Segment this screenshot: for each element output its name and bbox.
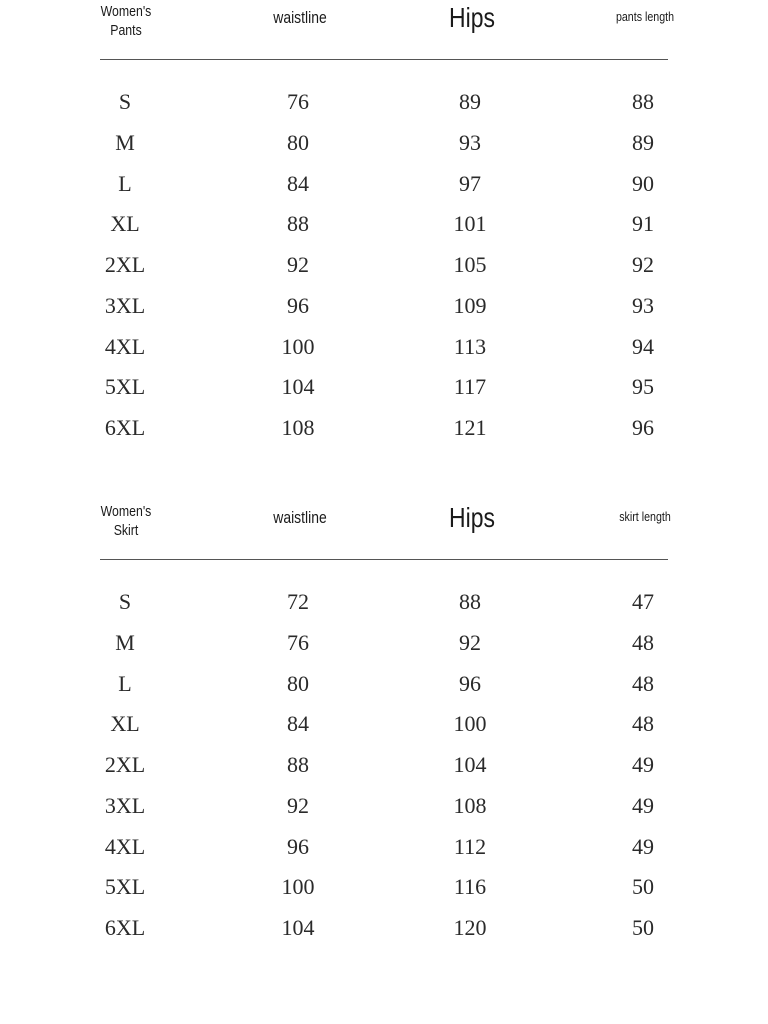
waistline-cell: 88 [287,752,309,777]
pants-table-body [0,84,768,451]
length-cell: 48 [632,670,654,696]
length-cell: 96 [632,415,654,440]
waistline-cell: 100 [281,874,315,900]
hips-cell: 112 [453,833,487,859]
pants-size-chart [0,0,768,470]
size-cell: M [115,629,135,655]
table-row [0,166,768,207]
size-cell: L [118,670,132,696]
length-cell: 89 [632,129,654,155]
length-cell: 47 [632,589,654,614]
waistline-cell: 76 [287,629,309,655]
length-cell: 48 [632,711,654,737]
waistline-cell: 80 [287,129,309,155]
waistline-cell: 92 [287,252,309,277]
size-cell: XL [110,211,140,237]
length-cell: 50 [632,915,654,940]
hips-cell: 109 [453,292,487,318]
table-row [0,747,768,788]
skirt-table-body [0,584,768,951]
waistline-cell: 104 [281,915,315,940]
pants-header-divider [100,59,668,60]
waistline-cell: 84 [287,711,309,737]
hips-cell: 92 [459,629,481,655]
hips-cell: 97 [459,170,481,196]
length-cell: 95 [632,374,654,400]
pants-length-header: pants length [615,9,675,24]
waistline-cell: 76 [287,89,309,114]
length-cell: 94 [632,333,654,359]
table-row [0,625,768,666]
table-row [0,329,768,370]
table-row [0,706,768,747]
table-row [0,666,768,707]
hips-cell: 96 [459,670,481,696]
length-cell: 48 [632,629,654,655]
skirt-size-header: Women's Skirt [100,503,152,539]
pants-hips-header: Hips [449,2,495,33]
waistline-cell: 92 [287,792,309,818]
waistline-cell: 108 [281,415,315,440]
table-row [0,247,768,288]
length-cell: 91 [632,211,654,237]
table-row [0,410,768,451]
table-row [0,584,768,625]
length-cell: 92 [632,252,654,277]
table-row [0,288,768,329]
hips-cell: 117 [453,374,487,400]
hips-cell: 120 [453,915,487,940]
size-cell: 5XL [104,374,146,400]
hips-cell: 104 [453,752,487,777]
size-cell: S [118,589,132,614]
length-cell: 93 [632,292,654,318]
size-cell: 4XL [104,333,146,359]
table-row [0,829,768,870]
size-cell: 6XL [104,415,146,440]
waistline-cell: 104 [281,374,315,400]
table-row [0,125,768,166]
table-row [0,206,768,247]
waistline-cell: 84 [287,170,309,196]
skirt-hips-header: Hips [449,502,495,533]
skirt-length-header: skirt length [619,509,671,524]
size-cell: M [115,129,135,155]
waistline-cell: 88 [287,211,309,237]
table-row [0,369,768,410]
size-cell: 3XL [104,792,146,818]
table-row [0,84,768,125]
pants-size-header: Women's Pants [100,3,152,39]
waistline-cell: 96 [287,292,309,318]
size-cell: S [118,89,132,114]
size-cell: L [118,170,132,196]
table-row [0,910,768,951]
hips-cell: 105 [453,252,487,277]
waistline-cell: 72 [287,589,309,614]
waistline-cell: 96 [287,833,309,859]
pants-waistline-header: waistline [273,8,327,27]
size-cell: 2XL [104,252,146,277]
length-cell: 90 [632,170,654,196]
length-cell: 49 [632,792,654,818]
hips-cell: 113 [453,333,487,359]
length-cell: 50 [632,874,654,900]
size-cell: 4XL [104,833,146,859]
table-row [0,788,768,829]
size-cell: 5XL [104,874,146,900]
hips-cell: 89 [459,89,481,114]
length-cell: 49 [632,833,654,859]
hips-cell: 116 [453,874,487,900]
size-cell: 3XL [104,292,146,318]
skirt-header-divider [100,559,668,560]
length-cell: 88 [632,89,654,114]
size-cell: XL [110,711,140,737]
length-cell: 49 [632,752,654,777]
hips-cell: 108 [453,792,487,818]
skirt-size-chart [0,500,768,970]
table-row [0,869,768,910]
size-cell: 2XL [104,752,146,777]
waistline-cell: 100 [281,333,315,359]
size-cell: 6XL [104,915,146,940]
skirt-waistline-header: waistline [273,508,327,527]
hips-cell: 100 [453,711,487,737]
hips-cell: 121 [453,415,487,440]
hips-cell: 93 [459,129,481,155]
waistline-cell: 80 [287,670,309,696]
hips-cell: 88 [459,589,481,614]
hips-cell: 101 [453,211,487,237]
